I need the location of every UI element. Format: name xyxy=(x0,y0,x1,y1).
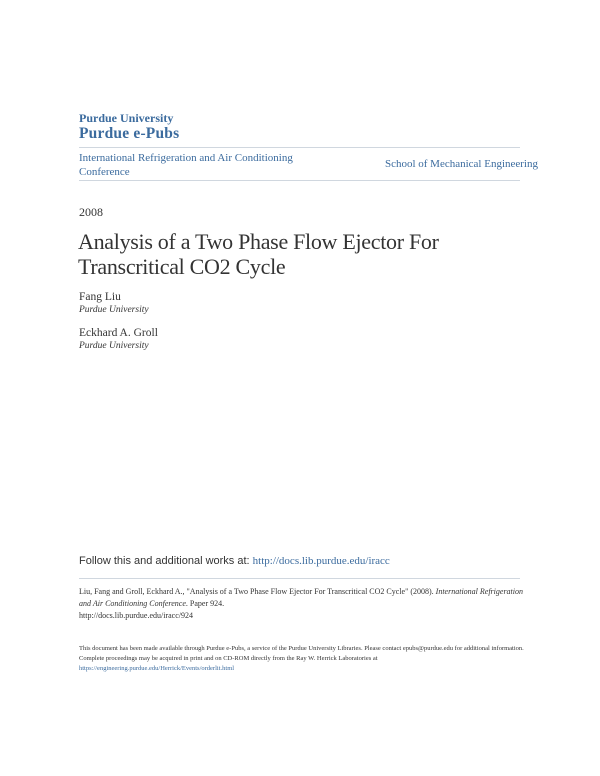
repository-name[interactable]: Purdue e-Pubs xyxy=(79,125,180,142)
follow-text: Follow this and additional works at: xyxy=(79,555,253,567)
author-2 xyxy=(79,327,158,353)
citation-block xyxy=(79,586,524,622)
university-name[interactable]: Purdue University xyxy=(79,111,174,125)
author-1 xyxy=(79,291,149,317)
citation-paper: . Paper 924. xyxy=(185,599,225,608)
notice-link[interactable]: https://engineering.purdue.edu/Herrick/Events/orderlit.html xyxy=(79,665,235,672)
series-department-link[interactable]: School of Mechanical Engineering xyxy=(384,158,538,170)
divider-top xyxy=(79,147,520,148)
paper-title: Analysis of a Two Phase Flow Ejector For Transcritical CO2 Cycle xyxy=(78,229,439,279)
author-affiliation: Purdue University xyxy=(79,341,149,351)
notice-line-1: This document has been made available through Purdue e-Pubs, a service of the Purdue University Libraries. Please contact epubs@purdue.edu for additional information. xyxy=(79,645,524,652)
citation-text: Liu, Fang and Groll, Eckhard A., "Analysis of a Two Phase Flow Ejector For Transcritical CO2 Cycle" (2008). xyxy=(79,587,436,596)
publication-year: 2008 xyxy=(79,205,103,219)
author-affiliation: Purdue University xyxy=(79,305,149,315)
series-conference-link[interactable]: International Refrigeration and Air Conditioning Conference xyxy=(79,152,293,178)
divider-citation xyxy=(79,578,520,579)
citation-conference: International Refrigeration and Air Conditioning Conference xyxy=(79,587,523,608)
citation-url[interactable]: http://docs.lib.purdue.edu/iracc/924 xyxy=(79,611,193,620)
notice-line-2 xyxy=(79,654,524,674)
notice-block xyxy=(79,644,524,674)
institution-header xyxy=(79,111,179,143)
author-name: Eckhard A. Groll xyxy=(79,327,158,339)
author-name: Fang Liu xyxy=(79,291,121,303)
follow-link[interactable]: http://docs.lib.purdue.edu/iracc xyxy=(252,555,390,567)
notice-text: Complete proceedings may be acquired in print and on CD-ROM directly from the Ray W. Herrick Laboratories at xyxy=(79,655,378,662)
divider-bottom xyxy=(79,180,520,181)
follow-line xyxy=(79,555,390,567)
